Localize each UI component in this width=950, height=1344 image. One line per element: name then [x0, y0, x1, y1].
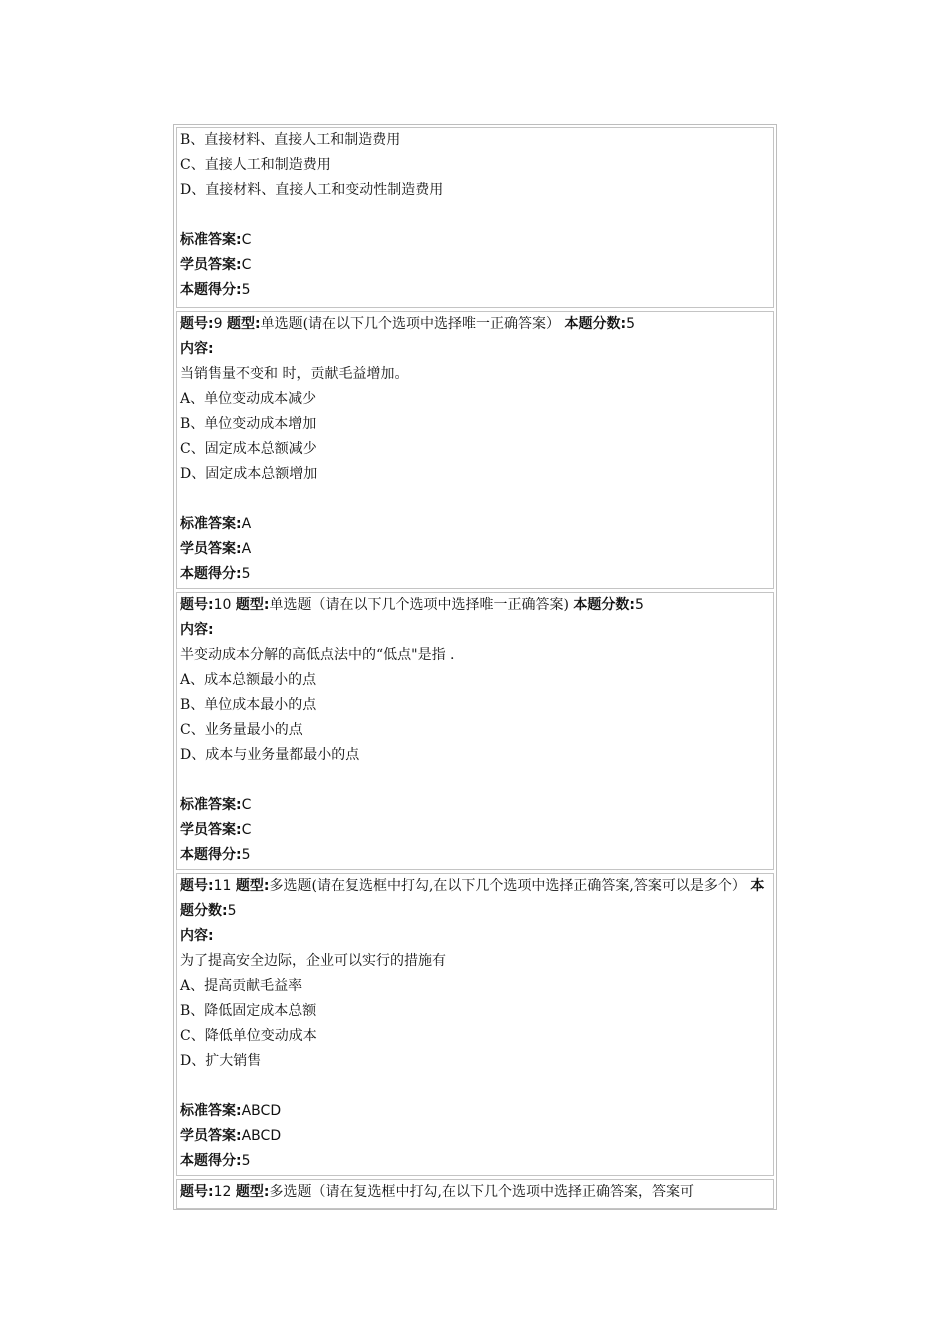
content-label: 内容: — [180, 622, 214, 638]
question-header: 题号:9 题型:单选题(请在以下几个选项中选择唯一正确答案） 本题分数:5 — [180, 316, 636, 332]
question-block-9 — [176, 311, 774, 589]
question-header: 题号:12 题型:多选题（请在复选框中打勾,在以下几个选项中选择正确答案，答案可 — [180, 1184, 694, 1200]
question-score: 本题得分:5 — [180, 847, 251, 863]
option-c: C、直接人工和制造费用 — [180, 157, 331, 173]
standard-answer: 标准答案:A — [180, 516, 252, 532]
question-text: 为了提高安全边际，企业可以实行的措施有 — [180, 953, 446, 969]
option-d: D、固定成本总额增加 — [180, 466, 318, 482]
question-header: 题号:11 题型:多选题(请在复选框中打勾,在以下几个选项中选择正确答案,答案可以是多个） 本题分数:5 — [180, 878, 765, 919]
question-block-11 — [176, 873, 774, 1176]
question-score: 本题得分:5 — [180, 1153, 251, 1169]
content-label: 内容: — [180, 928, 214, 944]
question-header: 题号:10 题型:单选题（请在以下几个选项中选择唯一正确答案) 本题分数:5 — [180, 597, 644, 613]
option-b: B、降低固定成本总额 — [180, 1003, 317, 1019]
content-label: 内容: — [180, 341, 214, 357]
option-c: C、固定成本总额减少 — [180, 441, 317, 457]
student-answer: 学员答案:C — [180, 822, 252, 838]
question-list — [173, 124, 777, 1210]
standard-answer: 标准答案:C — [180, 232, 252, 248]
question-score: 本题得分:5 — [180, 566, 251, 582]
standard-answer: 标准答案:C — [180, 797, 252, 813]
standard-answer: 标准答案:ABCD — [180, 1103, 282, 1119]
option-a: A、单位变动成本减少 — [180, 391, 317, 407]
option-a: A、成本总额最小的点 — [180, 672, 317, 688]
option-b: B、单位变动成本增加 — [180, 416, 317, 432]
student-answer: 学员答案:A — [180, 541, 252, 557]
student-answer: 学员答案:ABCD — [180, 1128, 282, 1144]
option-b: B、单位成本最小的点 — [180, 697, 317, 713]
question-text: 半变动成本分解的高低点法中的“低点"是指 . — [180, 647, 455, 663]
option-c: C、业务量最小的点 — [180, 722, 303, 738]
option-b: B、直接材料、直接人工和制造费用 — [180, 132, 401, 148]
option-d: D、扩大销售 — [180, 1053, 262, 1069]
question-score: 本题得分:5 — [180, 282, 251, 298]
option-c: C、降低单位变动成本 — [180, 1028, 317, 1044]
question-text: 当销售量不变和 时，贡献毛益增加。 — [180, 366, 409, 382]
question-block-10 — [176, 592, 774, 870]
question-block-12 — [176, 1179, 774, 1209]
option-d: D、成本与业务量都最小的点 — [180, 747, 360, 763]
option-a: A、提高贡献毛益率 — [180, 978, 303, 994]
student-answer: 学员答案:C — [180, 257, 252, 273]
question-block-8 — [176, 127, 774, 308]
option-d: D、直接材料、直接人工和变动性制造费用 — [180, 182, 444, 198]
